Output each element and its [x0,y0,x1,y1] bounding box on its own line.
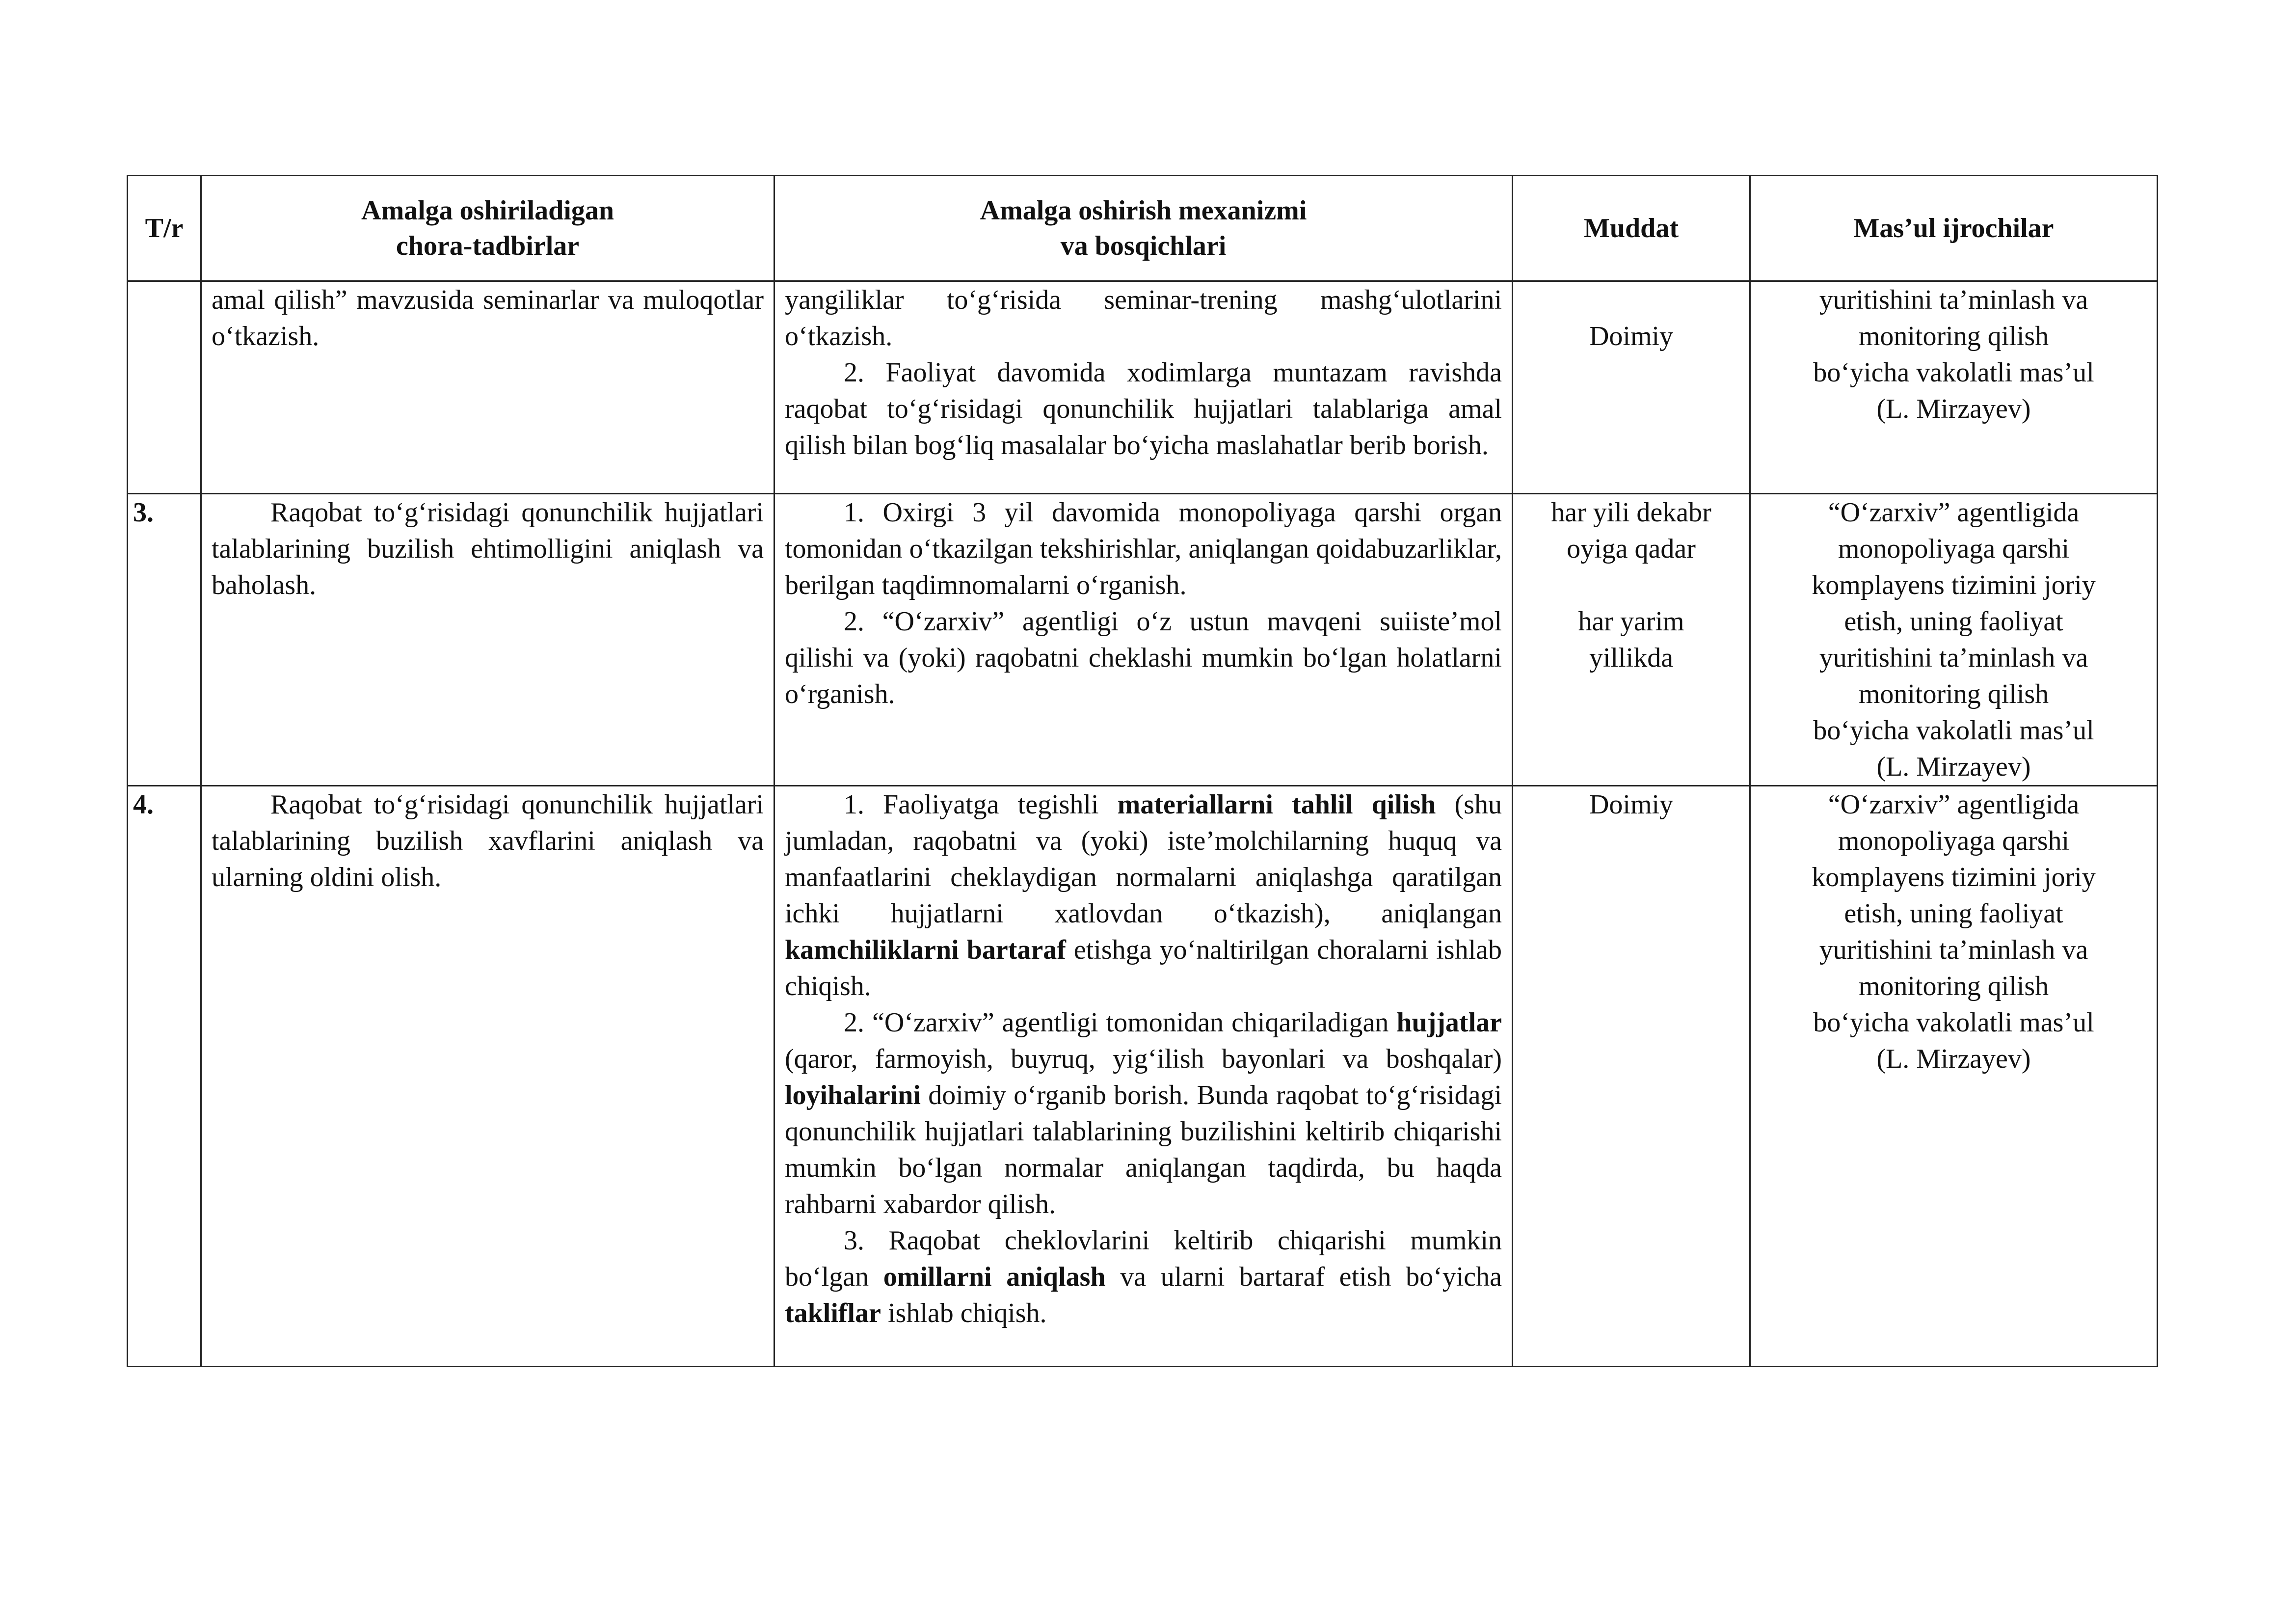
mech-text: 3. Raqobat cheklovlarini keltirib chiqarishi mumkin bo‘lgan [785,1225,1502,1292]
header-activity-line1: Amalga oshiriladigan [361,195,614,226]
row-term [1513,786,1750,1367]
mech-bold-text: takliflar [785,1298,881,1328]
row-number: 4. [128,786,201,1367]
executor-line: monitoring qilish [1858,321,2049,352]
executor-line: yuritishini ta’minlash va [1819,285,2088,315]
mech-bold-text: kamchiliklarni bartaraf [785,935,1066,965]
executor-line: yuritishini ta’minlash va [1819,643,2088,673]
row-executors [1750,281,2158,494]
term-line: yillikda [1589,643,1674,673]
row-number: 3. [128,494,201,786]
mech-text: 2. “O‘zarxiv” agentligi tomonidan chiqariladigan [844,1007,1397,1038]
executor-line: “O‘zarxiv” agentligida [1828,789,2080,820]
executor-line: etish, uning faoliyat [1844,606,2063,637]
executor-line: etish, uning faoliyat [1844,898,2063,929]
table-header-row [128,176,2158,281]
mechanism-paragraph-1: yangiliklar to‘g‘risida seminar-trening mashg‘ulotlarini o‘tkazish. [785,285,1502,352]
table-row [128,494,2158,786]
header-term: Muddat [1513,176,1750,281]
executor-line: yuritishini ta’minlash va [1819,935,2088,965]
mech-text: etishga yo‘naltirilgan choralarni ishlab chiqish. [785,935,1502,1001]
executor-line: bo‘yicha vakolatli mas’ul [1813,357,2094,388]
header-num: T/r [128,176,201,281]
row-activity [201,494,774,786]
term-line: oyiga qadar [1567,534,1696,564]
row-mechanism [774,494,1513,786]
executor-line: monopoliyaga qarshi [1838,534,2070,564]
table-row [128,281,2158,494]
mechanism-paragraph-2: 2. Faoliyat davomida xodimlarga muntazam ravishda raqobat to‘g‘risidagi qonunchilik hujjatlari talablariga amal qilish bilan bog‘liq masalalar bo‘yicha maslahatlar berib borish. [785,357,1502,460]
row-executors [1750,786,2158,1367]
row-activity [201,786,774,1367]
mech-text: va ularni bartaraf etish bo‘yicha [1105,1262,1502,1292]
mech-text: (shu jumladan, raqobatni va (yoki) iste’molchilarning huquq va manfaatlarini cheklaydigan normalarni aniqlashga qaratilgan ichki hujjatlarni xatlovdan o‘tkazish), aniqlangan [785,789,1502,929]
mech-bold-text: materiallarni tahlil qilish [1117,789,1436,820]
term-line: har yarim [1578,606,1684,637]
executor-line: monitoring qilish [1858,679,2049,709]
header-mechanism-line2: va bosqichlari [1060,231,1227,261]
executor-line: komplayens tizimini joriy [1812,862,2096,893]
executor-line: (L. Mirzayev) [1876,752,2031,782]
term-line: har yili dekabr [1551,497,1711,528]
executor-line: bo‘yicha vakolatli mas’ul [1813,715,2094,746]
term-text: Doimiy [1589,321,1674,352]
term-text: Doimiy [1589,789,1674,820]
executor-line: monitoring qilish [1858,971,2049,1001]
mechanism-paragraph-1: 1. Oxirgi 3 yil davomida monopoliyaga qarshi organ tomonidan o‘tkazilgan tekshirishlar, aniqlangan qoidabuzarliklar, berilgan taqdimnomalarni o‘rganish. [785,497,1502,600]
row-term [1513,494,1750,786]
header-executors: Mas’ul ijrochilar [1750,176,2158,281]
header-activity [201,176,774,281]
executor-line: monopoliyaga qarshi [1838,826,2070,856]
executor-line: “O‘zarxiv” agentligida [1828,497,2080,528]
row-executors [1750,494,2158,786]
mech-bold-text: hujjatlar [1396,1007,1502,1038]
table-row [128,786,2158,1367]
header-activity-line2: chora-tadbirlar [396,231,580,261]
mechanism-paragraph-1 [785,786,1502,1004]
mech-text: doimiy o‘rganib borish. Bunda raqobat to‘g‘risidagi qonunchilik hujjatlari talablarining buzilishini keltirib chiqarishi mumkin bo‘lgan normalar aniqlangan taqdirda, bu haqda rahbarni xabardor qilish. [785,1080,1502,1219]
header-mechanism-line1: Amalga oshirish mexanizmi [980,195,1307,226]
row-activity [201,281,774,494]
activity-text: amal qilish” mavzusida seminarlar va muloqotlar o‘tkazish. [212,285,764,352]
mech-bold-text: loyihalarini [785,1080,921,1110]
row-mechanism [774,786,1513,1367]
executor-line: (L. Mirzayev) [1876,394,2031,424]
mechanism-paragraph-3 [785,1222,1502,1331]
activity-text: Raqobat to‘g‘risidagi qonunchilik hujjatlari talablarining buzilish xavflarini aniqlash va ularning oldini olish. [212,789,764,893]
mech-text: (qaror, farmoyish, buyruq, yig‘ilish bayonlari va boshqalar) [785,1044,1502,1074]
mech-text: 1. Faoliyatga tegishli [844,789,1118,820]
row-term [1513,281,1750,494]
activity-text: Raqobat to‘g‘risidagi qonunchilik hujjatlari talablarining buzilish ehtimolligini aniqlash va baholash. [212,497,764,600]
row-mechanism [774,281,1513,494]
mech-text: ishlab chiqish. [881,1298,1047,1328]
mech-bold-text: omillarni aniqlash [883,1262,1106,1292]
executor-line: bo‘yicha vakolatli mas’ul [1813,1007,2094,1038]
executor-line: (L. Mirzayev) [1876,1044,2031,1074]
header-mechanism [774,176,1513,281]
mechanism-paragraph-2: 2. “O‘zarxiv” agentligi o‘z ustun mavqeni suiiste’mol qilishi va (yoki) raqobatni cheklashi mumkin bo‘lgan holatlarni o‘rganish. [785,606,1502,709]
executor-line: komplayens tizimini joriy [1812,570,2096,600]
mechanism-paragraph-2 [785,1004,1502,1222]
row-number [128,281,201,494]
action-plan-table [127,175,2158,1367]
